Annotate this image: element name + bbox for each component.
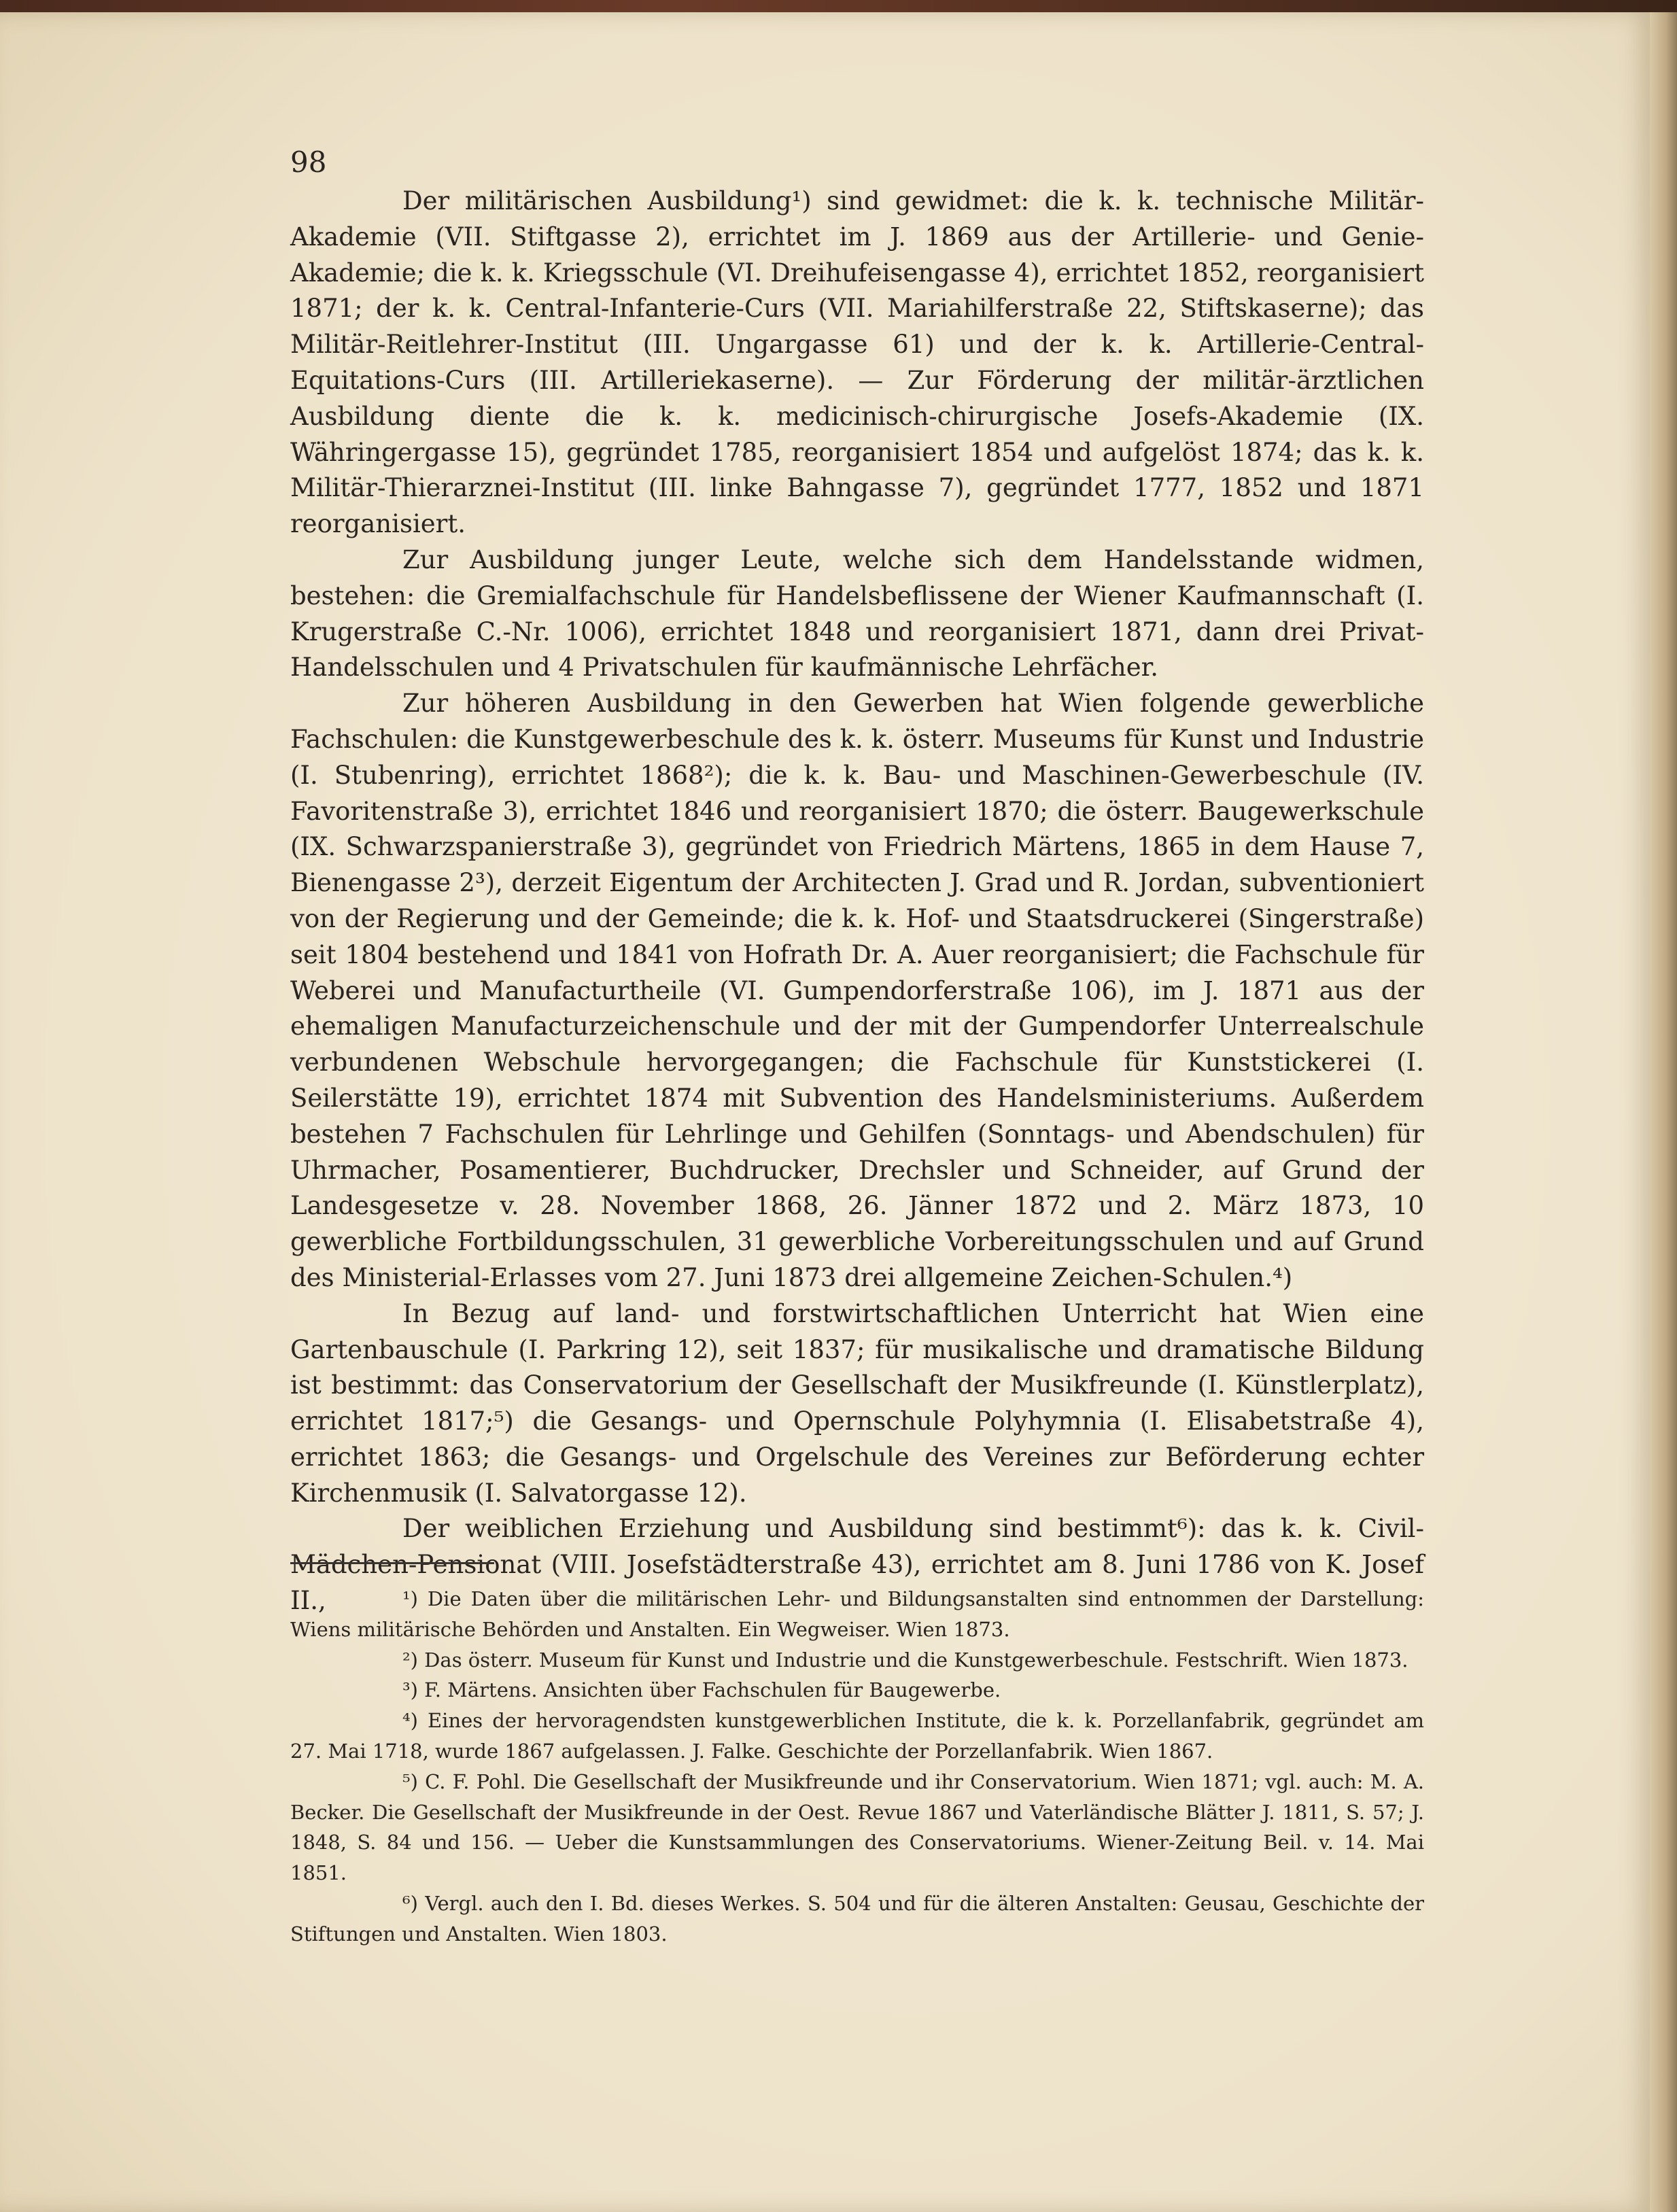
paragraph-trades: Zur höheren Ausbildung in den Gewerben hat Wien folgende gewerbliche Fachschulen: die Kunstgewerbeschule des k. k. österr. Museums für Kunst und Industrie (I. Stubenring), errichtet 1868²); die k. k. Bau- und Maschinen-Gewerbeschule (IV. Favoritenstraße 3), errichtet 1846 und reorganisiert 1870; die österr. Baugewerkschule (IX. Schwarzspanierstraße 3), gegründet von Friedrich Märtens, 1865 in dem Hause 7, Bienengasse 2³), derzeit Eigentum der Architecten J. Grad und R. Jordan, subventioniert von der Regierung und der Gemeinde; die k. k. Hof- und Staatsdruckerei (Singerstraße) seit 1804 bestehend und 1841 von Hofrath Dr. A. Auer reorganisiert; die Fachschule für Weberei und Manufacturtheile (VI. Gumpendorferstraße 106), im J. 1871 aus der ehemaligen Manufacturzeichenschule und der mit der Gumpendorfer Unterrealschule verbundenen Webschule hervorgegangen; die Fachschule für Kunststickerei (I. Seilerstätte 19), errichtet 1874 mit Subvention des Handelsministeriums. Außerdem bestehen 7 Fachschulen für Lehrlinge und Gehilfen (Sonntags- und Abendschulen) für Uhrmacher, Posamentierer, Buchdrucker, Drechsler und Schneider, auf Grund der Landesgesetze v. 28. November 1868, 26. Jänner 1872 und 2. März 1873, 10 gewerbliche Fortbildungsschulen, 31 gewerbliche Vorbereitungsschulen und auf Grund des Ministerial-Erlasses vom 27. Juni 1873 drei allgemeine Zeichen-Schulen.⁴) <box>290 689 1424 1292</box>
page-edge <box>1650 12 1677 2212</box>
footnote-5: ⁵) C. F. Pohl. Die Gesellschaft der Musikfreunde und ihr Conservatorium. Wien 1871; vgl. auch: M. A. Becker. Die Gesellschaft der Musikfreunde in der Oest. Revue 1867 und Vaterländische Blätter J. 1811, S. 57; J. 1848, S. 84 und 156. — Ueber die Kunstsammlungen des Conservatoriums. Wiener-Zeitung Beil. v. 14. Mai 1851. <box>290 1769 1424 1885</box>
footnotes <box>290 1584 1424 1950</box>
footnote-6: ⁶) Vergl. auch den I. Bd. dieses Werkes. S. 504 und für die älteren Anstalten: Geusau, Geschichte der Stiftungen und Anstalten. Wien 1803. <box>290 1891 1424 1946</box>
footnote-3: ³) F. Märtens. Ansichten über Fachschulen für Baugewerbe. <box>402 1678 1001 1702</box>
footnote-divider <box>290 1562 494 1564</box>
paragraph-female-education: Der weiblichen Erziehung und Ausbildung sind bestimmt⁶): das k. k. Civil-Mädchen-Pensionat (VIII. Josefstädterstraße 43), errichtet am 8. Juni 1786 von K. Josef II., <box>290 1514 1424 1616</box>
footnote-4: ⁴) Eines der hervoragendsten kunstgewerblichen Institute, die k. k. Porzellanfabrik, gegründet am 27. Mai 1718, wurde 1867 aufgelassen. J. Falke. Geschichte der Porzellanfabrik. Wien 1867. <box>290 1709 1424 1763</box>
footnote-2: ²) Das österr. Museum für Kunst und Industrie und die Kunstgewerbeschule. Festschrift. Wien 1873. <box>402 1648 1408 1672</box>
page-number: 98 <box>290 145 327 179</box>
paragraph-commerce: Zur Ausbildung junger Leute, welche sich dem Handelsstande widmen, bestehen: die Gremialfachschule für Handelsbeflissene der Wiener Kaufmannschaft (I. Krugerstraße C.-Nr. 1006), errichtet 1848 und reorganisiert 1871, dann drei Privat-Handelsschulen und 4 Privatschulen für kaufmännische Lehrfächer. <box>290 545 1424 682</box>
paragraph-military: Der militärischen Ausbildung¹) sind gewidmet: die k. k. technische Militär-Akademie (VII. Stiftgasse 2), errichtet im J. 1869 aus der Artillerie- und Genie-Akademie; die k. k. Kriegsschule (VI. Dreihufeisengasse 4), errichtet 1852, reorganisiert 1871; der k. k. Central-Infanterie-Curs (VII. Mariahilferstraße 22, Stiftskaserne); das Militär-Reitlehrer-Institut (III. Ungargasse 61) und der k. k. Artillerie-Central-Equitations-Curs (III. Artilleriekaserne). — Zur Förderung der militär-ärztlichen Ausbildung diente die k. k. medicinisch-chirurgische Josefs-Akademie (IX. Währingergasse 15), gegründet 1785, reorganisiert 1854 und aufgelöst 1874; das k. k. Militär-Thierarznei-Institut (III. linke Bahngasse 7), gegründet 1777, 1852 und 1871 reorganisiert. <box>290 186 1424 539</box>
main-text <box>290 184 1424 1619</box>
paragraph-agriculture-music: In Bezug auf land- und forstwirtschaftlichen Unterricht hat Wien eine Gartenbauschule (I. Parkring 12), seit 1837; für musikalische und dramatische Bildung ist bestimmt: das Conservatorium der Gesellschaft der Musikfreunde (I. Künstlerplatz), errichtet 1817;⁵) die Gesangs- und Opernschule Polyhymnia (I. Elisabetstraße 4), errichtet 1863; die Gesangs- und Orgelschule des Vereines zur Beförderung echter Kirchenmusik (I. Salvatorgasse 12). <box>290 1298 1424 1508</box>
footnote-1: ¹) Die Daten über die militärischen Lehr- und Bildungsanstalten sind entnommen der Darstellung: Wiens militärische Behörden und Anstalten. Ein Wegweiser. Wien 1873. <box>290 1587 1424 1641</box>
